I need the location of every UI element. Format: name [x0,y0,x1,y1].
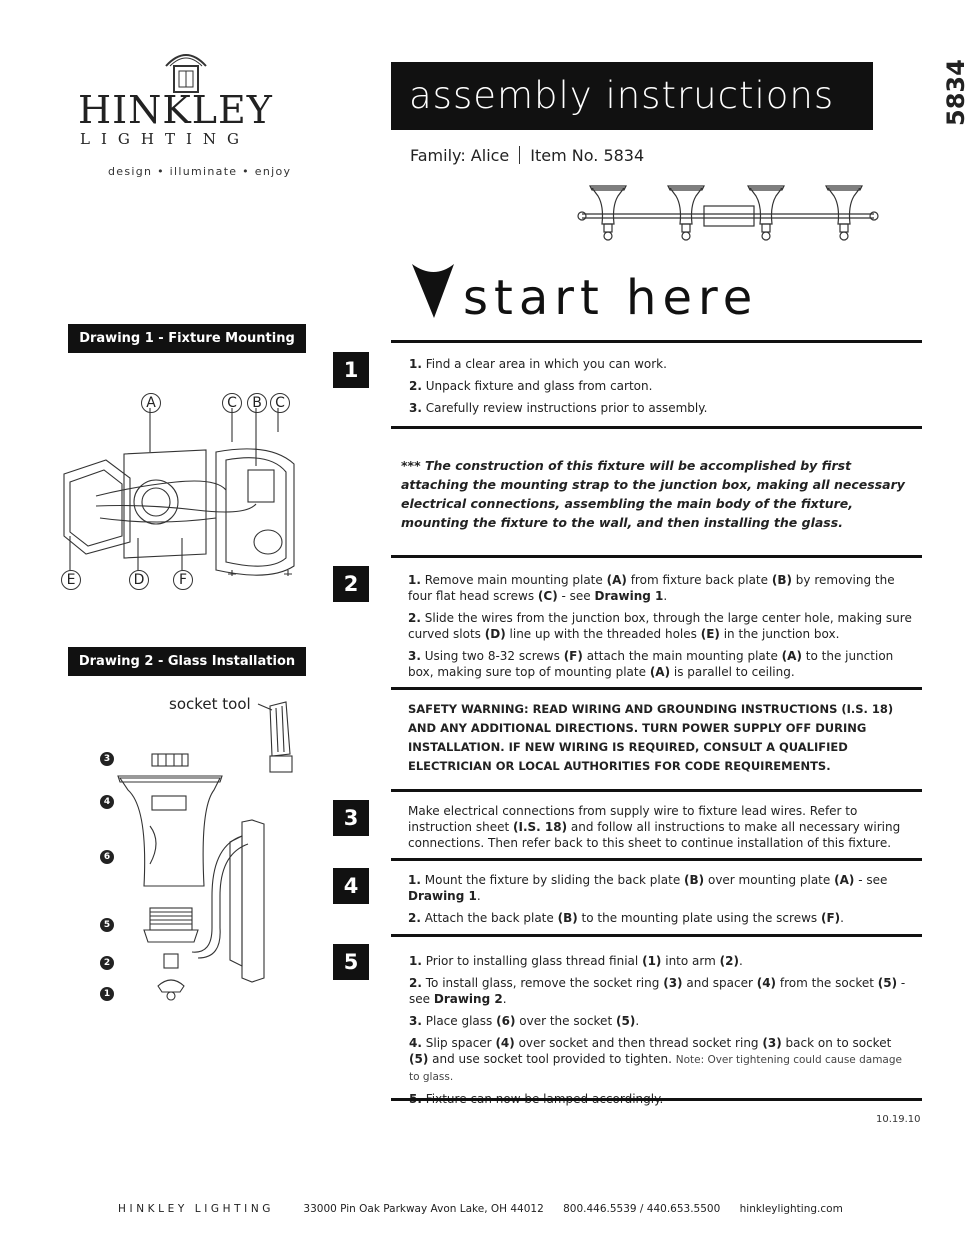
callout-e: E [61,570,81,590]
title-banner: assembly instructions [391,62,873,130]
callout-c: C [270,393,290,413]
part-badge-3: 3 [100,752,114,766]
divider [519,146,520,164]
footer [118,1203,843,1215]
part-badge-6: 6 [100,850,114,864]
callout-c: C [222,393,242,413]
step3-text: Make electrical connections from supply wire to fixture lead wires. Refer to instruction sheet (I.S. 18) and follow all instructions to make all necessary wiring connections. Then refer back to this sheet to continue installation of this fixture. [408,804,901,850]
callout-b: B [247,393,267,413]
part-badge-5: 5 [100,918,114,932]
callout-d: D [129,570,149,590]
footer-brand: HINKLEY LIGHTING [118,1203,275,1215]
intro-note: *** The construction of this fixture will be accomplished by first attaching the mounting strap to the junction box, making all necessary electrical connections, assembling the main body of the fixture, mounting the fixture to the wall, and then installing the glass. [401,458,905,530]
step-number-2: 2 [333,566,369,602]
fixture-illustration [576,184,880,252]
section-rule [391,858,922,861]
socket-tool-label: socket tool [169,695,251,713]
family-line [410,146,644,165]
callout-f: F [173,570,193,590]
section-rule [391,687,922,690]
step-number-4: 4 [333,868,369,904]
section-rule [391,1098,922,1101]
step-number-3: 3 [333,800,369,836]
footer-address: 33000 Pin Oak Parkway Avon Lake, OH 44012 [303,1203,544,1215]
callout-a: A [141,393,161,413]
step-number-1: 1 [333,352,369,388]
part-badge-1: 1 [100,987,114,1001]
start-here-heading: start here [463,270,759,326]
drawing1-header: Drawing 1 - Fixture Mounting [68,324,306,353]
section-rule [391,555,922,558]
footer-phones: 800.446.5539 / 440.653.5500 [563,1203,721,1215]
part-badge-4: 4 [100,795,114,809]
family-label: Family: Alice [410,146,510,165]
section-rule [391,340,922,343]
section-rule [391,426,922,429]
section-rule [391,934,922,937]
part-badge-2: 2 [100,956,114,970]
revision-date: 10.19.10 [876,1114,921,1125]
step2-text: 1. Remove main mounting plate (A) from fixture back plate (B) by removing the four flat head screws (C) - see Drawing 1. 2. Slide the wires from the junction box, through the large center hole, making sure curved slots (D) line up with the threaded holes (E) in the junction box. 3. Using two 8-32 screws (F) attach the main mounting plate (A) to the junction box, making sure top of mounting plate (A) is parallel to ceiling. [408,573,912,679]
drawing2-header: Drawing 2 - Glass Installation [68,647,306,676]
step5-text: 1. Prior to installing glass thread finial (1) into arm (2). 2. To install glass, remove the socket ring (3) and spacer (4) from the socket (5) - see Drawing 2. 3. Place glass (6) over the socket (5). 4. Slip spacer (4) over socket and then thread socket ring (3) back on to socket (5) and use socket tool provided to tighten. Note: Over tightening could cause damage to glass. [409,954,906,1083]
section-rule [391,789,922,792]
brand-tagline: design • illuminate • enjoy [108,165,292,178]
brand-name: HINKLEY [78,88,273,132]
drawing1-fixture-mounting [56,386,316,596]
footer-website[interactable]: hinkleylighting.com [739,1203,843,1215]
step1-text: 1. Find a clear area in which you can work. 2. Unpack fixture and glass from carton. 3. Carefully review instructions prior to assembly. [409,357,708,415]
start-arrow-icon [406,260,460,322]
drawing2-glass-installation [100,696,310,1006]
logo-lantern-icon [160,44,212,94]
safety-warning: SAFETY WARNING: READ WIRING AND GROUNDING INSTRUCTIONS (I.S. 18) AND ANY ADDITIONAL DIRECTIONS. TURN POWER SUPPLY OFF DURING INSTALLATION. IF NEW WIRING IS REQUIRED, CONSULT A QUALIFIED ELECTRICIAN OR LOCAL AUTHORITIES FOR CODE REQUIREMENTS. [408,702,894,773]
item-number-vertical: 5834 [942,59,970,126]
item-label: Item No. 5834 [530,146,645,165]
step4-text: 1. Mount the fixture by sliding the back plate (B) over mounting plate (A) - see Drawing 1. 2. Attach the back plate (B) to the mounting plate using the screws (F). [408,873,888,925]
step-number-5: 5 [333,944,369,980]
brand-sub: LIGHTING [80,130,250,148]
